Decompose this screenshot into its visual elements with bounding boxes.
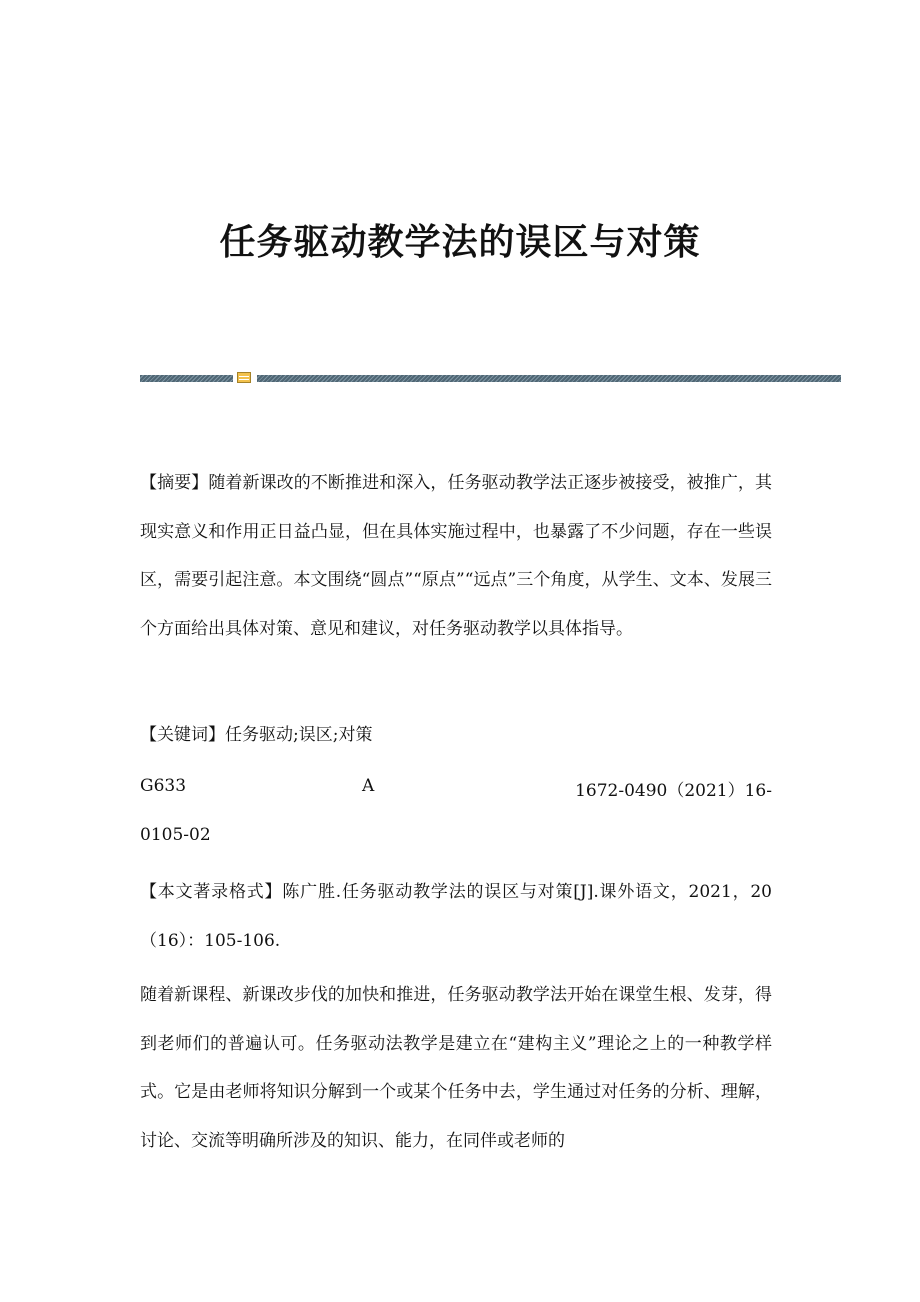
keywords-text: 任务驱动;误区;对策 [225,725,373,745]
citation-paragraph [140,868,772,965]
envelope-icon [237,372,251,383]
keywords-label: 【关键词】 [140,725,225,745]
body-paragraph: 随着新课程、新课改步伐的加快和推进，任务驱动教学法开始在课堂生根、发芽，得到老师们的普遍认可。任务驱动法教学是建立在“建构主义”理论之上的一种教学样式。它是由老师将知识分解到一个或某个任务中去，学生通过对任务的分析、理解，讨论、交流等明确所涉及的知识、能力，在同伴或老师的 [140,985,772,1151]
citation-label: 【本文著录格式】 [140,882,283,902]
clc-code: G633 [140,776,187,796]
divider-bar-left [140,375,233,382]
article-id: 1672-0490（2021）16- [575,781,772,801]
abstract-paragraph [140,459,772,653]
article-id-continued: 0105-02 [140,825,211,845]
document-code: A [362,776,375,796]
keywords-line [140,720,372,745]
title-divider [140,372,841,384]
classification-row [140,776,772,802]
divider-bar-right [257,375,841,382]
abstract-label: 【摘要】 [140,473,209,493]
page-title: 任务驱动教学法的误区与对策 [219,221,701,263]
abstract-text: 随着新课改的不断推进和深入，任务驱动教学法正逐步被接受，被推广，其现实意义和作用正日益凸显，但在具体实施过程中，也暴露了不少问题，存在一些误区，需要引起注意。本文围绕“圆点”“原点”“远点”三个角度，从学生、文本、发展三个方面给出具体对策、意见和建议，对任务驱动教学以具体指导。 [140,473,773,639]
citation-text: 陈广胜.任务驱动教学法的误区与对策[J].课外语文，2021，20（16）：105-106. [140,882,772,951]
